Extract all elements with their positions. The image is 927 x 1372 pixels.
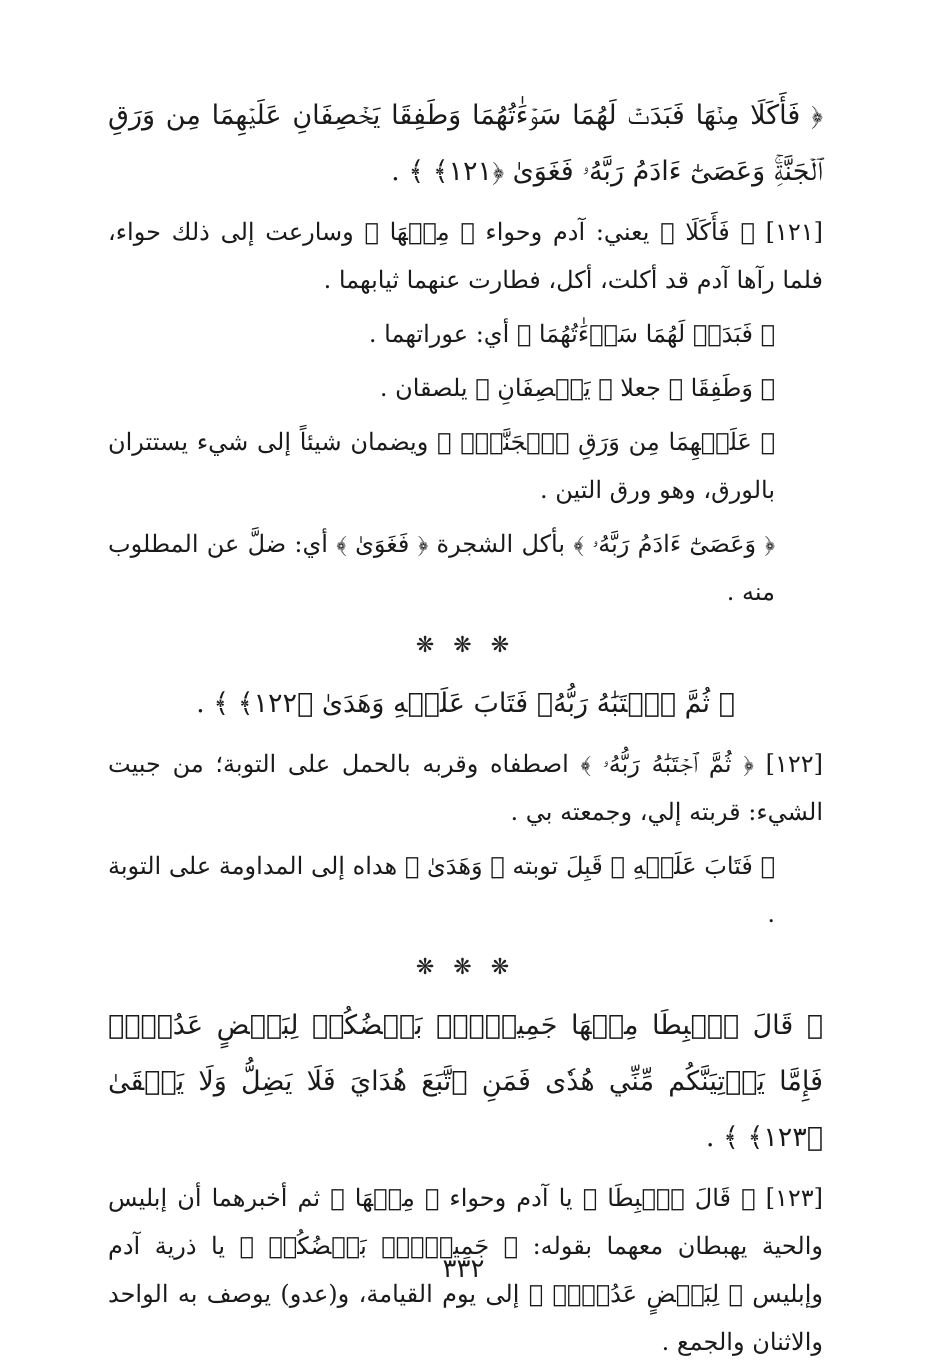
commentary-122-b: ﴿ فَتَابَ عَلَيۡهِ ﴾ قَبِلَ توبته ﴿ وَهَدَىٰ ﴾ هداه إلى المداومة على التوبة .: [108, 852, 775, 928]
commentary-122: [١٢٢] ﴿ ثُمَّ ٱجۡتَبَٰهُ رَبُّهُۥ ﴾ اصطفاه وقربه بالحمل على التوبة؛ من جبيت الشيء: قربته إلي، وجمعته بي .: [108, 750, 823, 826]
quran-verse-122: ﴿ ثُمَّ ٱجۡتَبَٰهُ رَبُّهُۥ فَتَابَ عَلَيۡهِ وَهَدَىٰ ﴿١٢٢﴾ ﴾ .: [196, 688, 735, 719]
section-divider: ❋ ❋ ❋: [415, 955, 516, 980]
quran-verse-123: ﴿ قَالَ ٱهۡبِطَا مِنۡهَا جَمِيعَۢاۖ بَعۡضُكُمۡ لِبَعۡضٍ عَدُوّٞۖ فَإِمَّا يَأۡتِيَنَّكُم مِّنِّي هُدٗى فَمَنِ ٱتَّبَعَ هُدَايَ فَلَا يَضِلُّ وَلَا يَشۡقَىٰ ﴿١٢٣﴾ ﴾ .: [108, 1010, 823, 1153]
section-divider: ❋ ❋ ❋: [415, 633, 516, 658]
page-body: [108, 88, 823, 1372]
commentary-121-d: ﴿ عَلَيۡهِمَا مِن وَرَقِ ٱلۡجَنَّةِۚ ﴾ ويضمان شيئاً إلى شيء يستتران بالورق، وهو ورق التين .: [108, 428, 776, 504]
quran-verse-121: ﴿ فَأَكَلَا مِنۡهَا فَبَدَتۡ لَهُمَا سَوۡءَٰتُهُمَا وَطَفِقَا يَخۡصِفَانِ عَلَيۡهِمَا مِن وَرَقِ ٱلۡجَنَّةِۚ وَعَصَىٰٓ ءَادَمُ رَبَّهُۥ فَغَوَىٰ ﴿١٢١﴾ ﴾ .: [108, 100, 823, 187]
commentary-121-b: ﴿ فَبَدَتۡ لَهُمَا سَوۡءَٰتُهُمَا ﴾ أي: عوراتهما .: [368, 320, 775, 348]
commentary-123: [١٢٣] ﴿ قَالَ ٱهۡبِطَا ﴾ يا آدم وحواء ﴿ مِنۡهَا ﴾ ثم أخبرهما أن إبليس والحية يهبطان معهما بقوله: ﴿ جَمِيعَۢاۖ بَعۡضُكُمۡ ﴾ يا ذرية آدم وإبليس ﴿ لِبَعۡضٍ عَدُوّٞۖ ﴾ إلى يوم القيامة، و(عدو) يوصف به الواحد والاثنان والجمع .: [108, 1184, 823, 1356]
commentary-121-c: ﴿ وَطَفِقَا ﴾ جعلا ﴿ يَخۡصِفَانِ ﴾ يلصقان .: [379, 374, 775, 402]
page-number: ٣٣٢: [442, 1254, 485, 1284]
commentary-121: [١٢١] ﴿ فَأَكَلَا ﴾ يعني: آدم وحواء ﴿ مِنۡهَا ﴾ وسارعت إلى ذلك حواء، فلما رآها آدم قد أكلت، أكل، فطارت عنهما ثيابهما .: [108, 218, 823, 294]
commentary-121-e: ﴿ وَعَصَىٰٓ ءَادَمُ رَبَّهُۥ ﴾ بأكل الشجرة ﴿ فَغَوَىٰ ﴾ أي: ضلَّ عن المطلوب منه .: [108, 530, 775, 606]
